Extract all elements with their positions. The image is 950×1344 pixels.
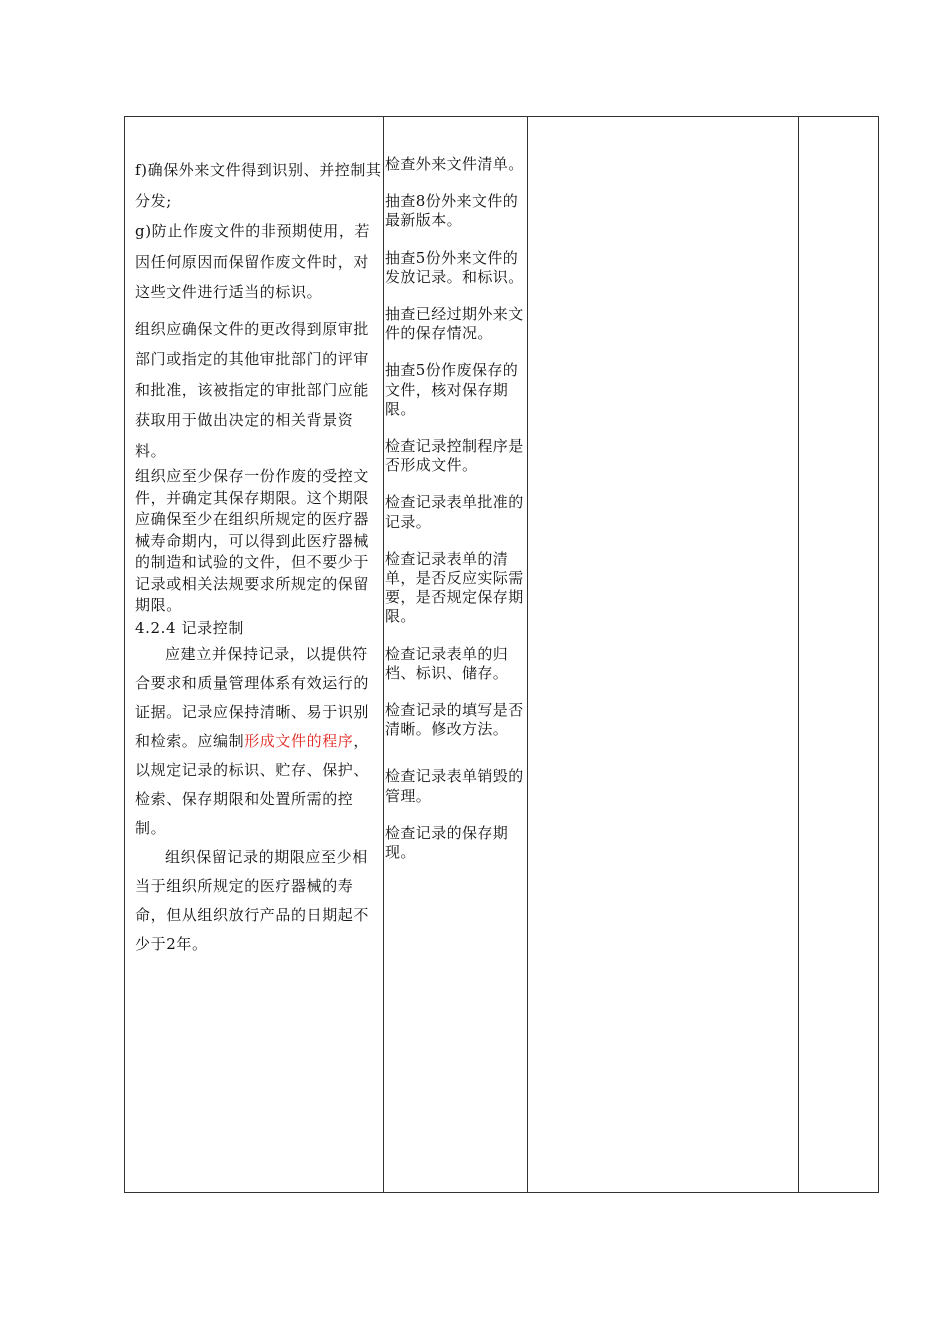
clause-para-period: 组织保留记录的期限应至少相当于组织所规定的医疗器械的寿命，但从组织放行产品的日期起不少于2年。 — [135, 847, 370, 953]
check-item: 抽查已经过期外来文件的保存情况。 — [385, 305, 524, 343]
check-item: 检查记录表单销毁的管理。 — [385, 767, 524, 805]
check-method-cell — [384, 117, 527, 880]
check-item: 检查记录的保存期现。 — [385, 823, 509, 862]
clause-para-retain: 组织应至少保存一份作废的受控文件，并确定其保存期限。这个期限应确保至少在组织所规定的医疗器械寿命期内，可以得到此医疗器械的制造和试验的文件，但不要少于记录或相关法规要求所规定的保留期限。 — [135, 467, 370, 614]
clause-item-g: g)防止作废文件的非预期使用，若因任何原因而保留作废文件时，对这些文件进行适当的标识。 — [135, 222, 371, 301]
clause-item-f: f)确保外来文件得到识别、并控制其分发; — [135, 161, 382, 210]
records-text-highlight: 形成文件的程序 — [244, 731, 354, 750]
records-text-a: 应建立并保持记录，以提供符合要求和质量管理体系有效运行的证据。记录应保持清晰、易于识别和检索。应编制 — [135, 644, 370, 750]
check-item: 检查记录控制程序是否形成文件。 — [385, 437, 524, 475]
check-item: 检查记录表单的归档、标识、储存。 — [385, 644, 509, 682]
finding-cell — [528, 117, 798, 1192]
check-item: 抽查5份作废保存的文件，核对保存期限。 — [385, 361, 519, 418]
clause-para-records — [135, 640, 383, 843]
remark-cell — [799, 117, 879, 1192]
clause-cell — [125, 117, 383, 959]
check-item: 抽查5份外来文件的发放记录。和标识。 — [385, 248, 524, 286]
records-text-b: ，以规定记录的标识、贮存、保护、检索、保存期限和处置所需的控制。 — [135, 731, 370, 837]
check-item: 检查记录的填写是否清晰。修改方法。 — [385, 701, 524, 739]
clause-para-change: 组织应确保文件的更改得到原审批部门或指定的其他审批部门的评审和批准，该被指定的审批部门应能获取用于做出决定的相关背景资料。 — [135, 319, 370, 460]
check-item: 检查记录表单的清单，是否反应实际需要，是否规定保存期限。 — [385, 549, 524, 626]
section-heading-4-2-4: 4.2.4 记录控制 — [135, 618, 244, 637]
audit-table — [124, 116, 879, 1193]
check-item: 检查外来文件清单。 — [385, 155, 524, 173]
check-item: 检查记录表单批准的记录。 — [385, 493, 524, 531]
check-item: 抽查8份外来文件的最新版本。 — [385, 192, 519, 230]
